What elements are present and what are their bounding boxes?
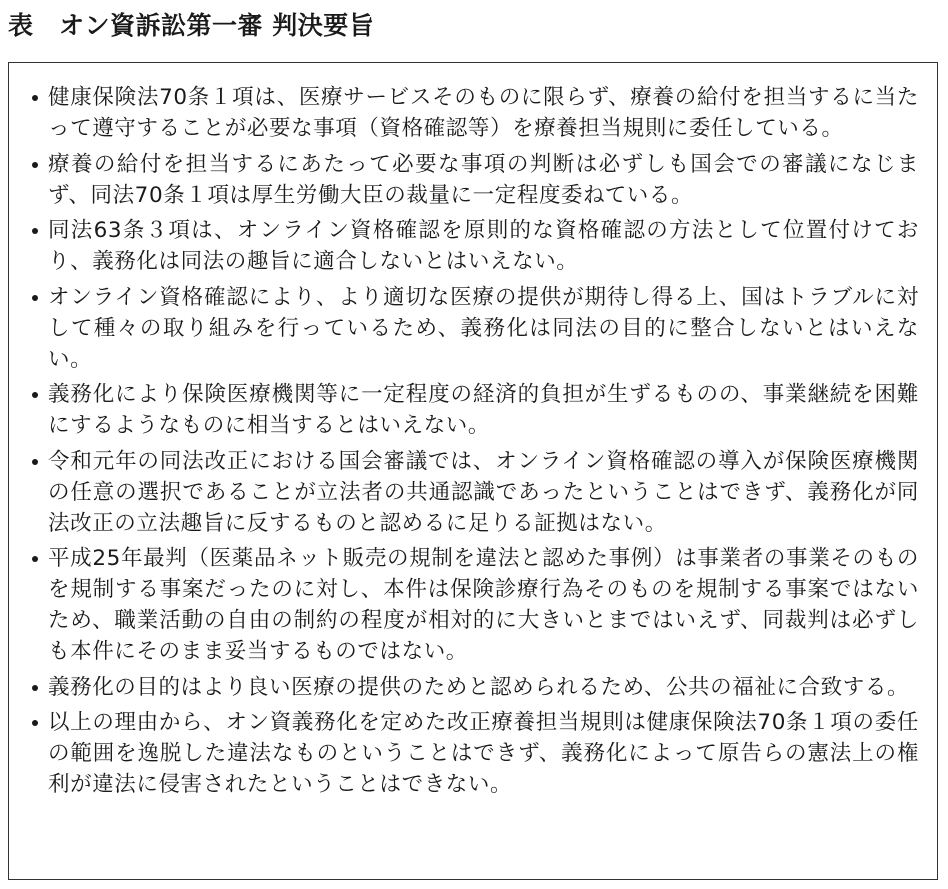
list-item: 同法63条３項は、オンライン資格確認を原則的な資格確認の方法として位置付けており、義務化は同法の趣旨に適合しないとはいえない。 <box>31 215 919 277</box>
list-item: 平成25年最判（医薬品ネット販売の規制を違法と認めた事例）は事業者の事業そのものを規制する事案だったのに対し、本件は保険診療行為そのものを規制する事案ではないため、職業活動の自由の制約の程度が相対的に大きいとまではいえず、同裁判は必ずしも本件にそのまま妥当するものではない。 <box>31 543 919 667</box>
list-item: 以上の理由から、オン資義務化を定めた改正療養担当規則は健康保険法70条１項の委任の範囲を逸脱した違法なものということはできず、義務化によって原告らの憲法上の権利が違法に侵害されたということはできない。 <box>31 707 919 800</box>
list-item: 療養の給付を担当するにあたって必要な事項の判断は必ずしも国会での審議になじまず、同法70条１項は厚生労働大臣の裁量に一定程度委ねている。 <box>31 149 919 211</box>
list-item: 令和元年の同法改正における国会審議では、オンライン資格確認の導入が保険医療機関の任意の選択であることが立法者の共通認識であったということはできず、義務化が同法改正の立法趣旨に反するものと認めるに足りる証拠はない。 <box>31 446 919 539</box>
list-item: 義務化の目的はより良い医療の提供のためと認められるため、公共の福祉に合致する。 <box>31 672 919 703</box>
summary-box <box>8 62 938 880</box>
judgment-summary-list <box>31 82 919 805</box>
table-title: 表 オン資訴訟第一審 判決要旨 <box>8 11 375 40</box>
list-item: 健康保険法70条１項は、医療サービスそのものに限らず、療養の給付を担当するに当たって遵守することが必要な事項（資格確認等）を療養担当規則に委任している。 <box>31 82 919 144</box>
list-item: 義務化により保険医療機関等に一定程度の経済的負担が生ずるものの、事業継続を困難にするようなものに相当するとはいえない。 <box>31 379 919 441</box>
list-item: オンライン資格確認により、より適切な医療の提供が期待し得る上、国はトラブルに対して種々の取り組みを行っているため、義務化は同法の目的に整合しないとはいえない。 <box>31 282 919 375</box>
